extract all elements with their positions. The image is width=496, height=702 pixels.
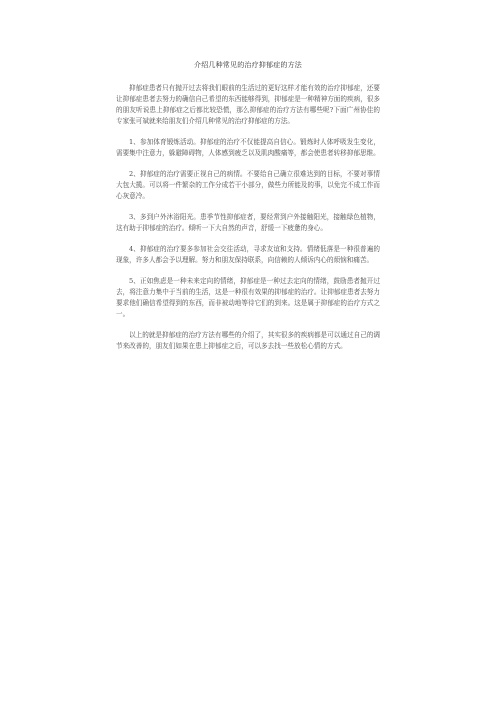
method-2-paragraph: 2、抑郁症的治疗需要正视自己的病情。不要给自己确立很难达到的目标，不要对事情大包大揽。可以将一件繁杂的工作分成若干小部分，做些力所能及的事，以免完不成工作而心灰意冷。: [116, 170, 380, 200]
method-4-paragraph: 4、抑郁症的治疗要多参加社会交往活动，寻求友谊和支持。情绪低落是一种很普遍的现象，许多人都会予以理解。努力和朋友保持联系，向信赖的人倾诉内心的烦恼和痛苦。: [116, 245, 380, 264]
method-1-paragraph: 1、参加体育锻炼活动。抑郁症的治疗不仅能提高自信心。锻炼时人体呼吸发生变化，需要集中注意力，躲避障碍物，人体感到疲乏以及肌肉酸痛等，都会使患者转移抑郁思维。: [116, 138, 380, 157]
intro-paragraph: 抑郁症患者只有抛开过去将我们眼前的生活过的更好这样才能有效的治疗抑郁症，还要让抑郁症患者去努力的确信自己希望的东西能够得到，抑郁症是一种精神方面的疾病，很多的朋友听说患上抑郁症之后都比较恐慌，那么抑郁症的治疗方法有哪些呢?下面广州协佳的专家张可斌就来给朋友们介绍几种常见的治疗抑郁症的方法。: [116, 84, 380, 125]
method-5-paragraph: 5、正如焦虑是一种未来定向的情绪，抑郁症是一种过去定向的情绪，鼓励患者抛开过去，将注意力集中于当前的生活，这是一种很有效果的抑郁症的治疗。让抑郁症患者去努力要求他们确信希望得到的东西，而非被动地等待它们的到来。这是属于抑郁症的治疗方式之一。: [116, 277, 380, 318]
method-3-paragraph: 3、多到户外沐浴阳光。患季节性抑郁症者，要经常到户外接触阳光，接触绿色植物，这有助于抑郁症的治疗。倾听一下大自然的声音，舒缓一下疲惫的身心。: [116, 213, 380, 232]
document-body: [116, 83, 380, 362]
document-title: 介绍几种常见的治疗抑郁症的方法: [194, 61, 302, 69]
conclusion-paragraph: 以上的就是抑郁症的治疗方法有哪些的介绍了，其实很多的疾病都是可以通过自己的调节来改善的，朋友们如果在患上抑郁症之后，可以多去找一些放松心情的方式。: [116, 331, 380, 350]
